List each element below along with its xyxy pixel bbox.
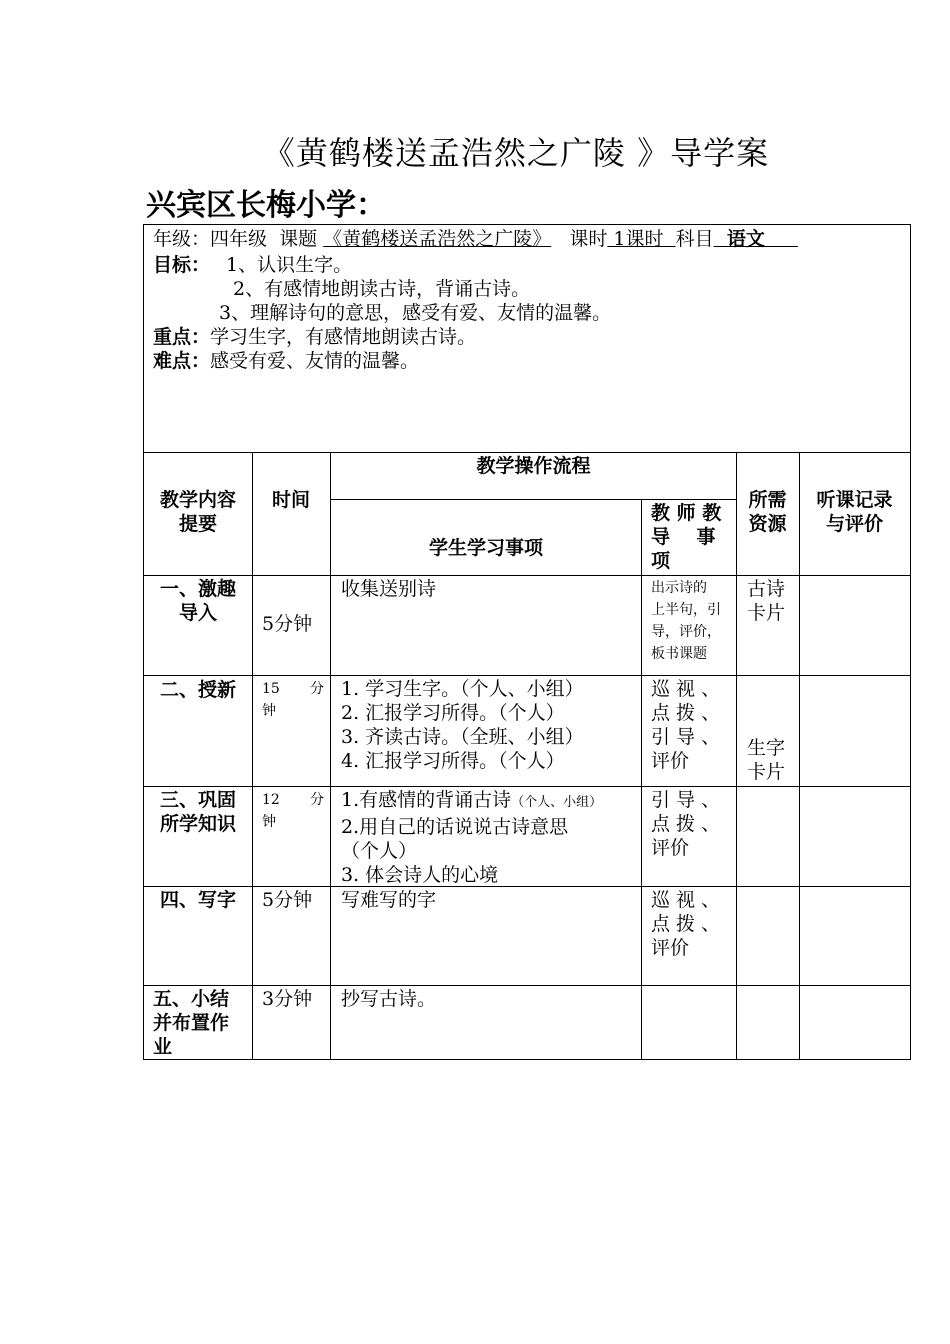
topic-value: 《黄鹤楼送孟浩然之广陵》 — [323, 228, 552, 250]
row2-time: 15 分 钟 — [262, 681, 324, 719]
row5-time: 3分钟 — [262, 988, 313, 1010]
school-name: 兴宾区长梅小学： — [146, 188, 386, 223]
row5-content: 五、小结 并布置作 业 — [153, 988, 230, 1058]
goal-item: 3、理解诗句的意思，感受有爱、友情的温馨。 — [219, 302, 612, 324]
grade-label: 年级： — [153, 228, 211, 250]
row1-content: 一、激趣 导入 — [159, 578, 236, 624]
header-time: 时间 — [271, 489, 310, 511]
subject-value: 语文 — [726, 228, 765, 250]
row2-student: 1. 学习生字。（个人、小组） 2. 汇报学习所得。（个人） 3. 齐读古诗。（全班、小组） 4. 汇报学习所得。（个人） — [341, 678, 584, 772]
header-teacher: 教 师 教 导 事 项 — [651, 502, 722, 572]
header-student: 学生学习事项 — [428, 537, 543, 559]
row3-content: 三、巩固 所学知识 — [159, 789, 236, 835]
period-value: 1课时 — [613, 228, 664, 250]
difficulty: 难点：感受有爱、友情的温馨。 — [153, 350, 420, 372]
row4-time: 5分钟 — [262, 889, 313, 911]
goal-item: 2、有感情地朗读古诗，背诵古诗。 — [233, 278, 531, 300]
row4-teacher: 巡 视 、 点 拨 、 评价 — [651, 889, 721, 959]
row4-content: 四、写字 — [159, 889, 236, 911]
lesson-plan-table — [143, 224, 911, 1060]
row5-student: 抄写古诗。 — [341, 988, 437, 1010]
row2-teacher: 巡 视 、 点 拨 、 引 导 、 评价 — [651, 678, 721, 772]
period-label: 课时 — [569, 228, 608, 250]
header-content: 教学内容 提要 — [159, 489, 236, 535]
row1-time: 5分钟 — [262, 613, 313, 635]
info-line — [153, 227, 798, 251]
row2-content: 二、授新 — [159, 679, 236, 701]
grade-value: 四年级 — [210, 228, 268, 250]
row1-student: 收集送别诗 — [341, 578, 437, 600]
row4-student: 写难写的字 — [341, 889, 437, 911]
row3-student: 1.有感情的背诵古诗（个人、小组） 2.用自己的话说说古诗意思 （个人） 3. 体会诗人的心境 — [341, 789, 603, 886]
topic-label: 课题 — [279, 228, 318, 250]
row1-teacher: 出示诗的 上半句，引 导，评价， 板书课题 — [651, 580, 721, 662]
goal-item: 1、认识生字。 — [226, 254, 353, 276]
document-title: 《黄鹤楼送孟浩然之广陵 》导学案 — [262, 134, 770, 172]
goals-label: 目标： — [153, 254, 211, 276]
header-notes: 听课记录 与评价 — [816, 489, 893, 535]
row2-resources: 生字 卡片 — [747, 737, 786, 783]
subject-label: 科目 — [675, 228, 714, 250]
key-point: 重点：学习生字，有感情地朗读古诗。 — [153, 326, 477, 348]
row1-resources: 古诗 卡片 — [747, 578, 786, 624]
header-resources: 所需 资源 — [748, 489, 787, 535]
row3-teacher: 引 导 、 点 拨 、 评价 — [651, 789, 721, 859]
header-flow: 教学操作流程 — [476, 455, 591, 477]
row3-time: 12 分 钟 — [262, 792, 324, 830]
